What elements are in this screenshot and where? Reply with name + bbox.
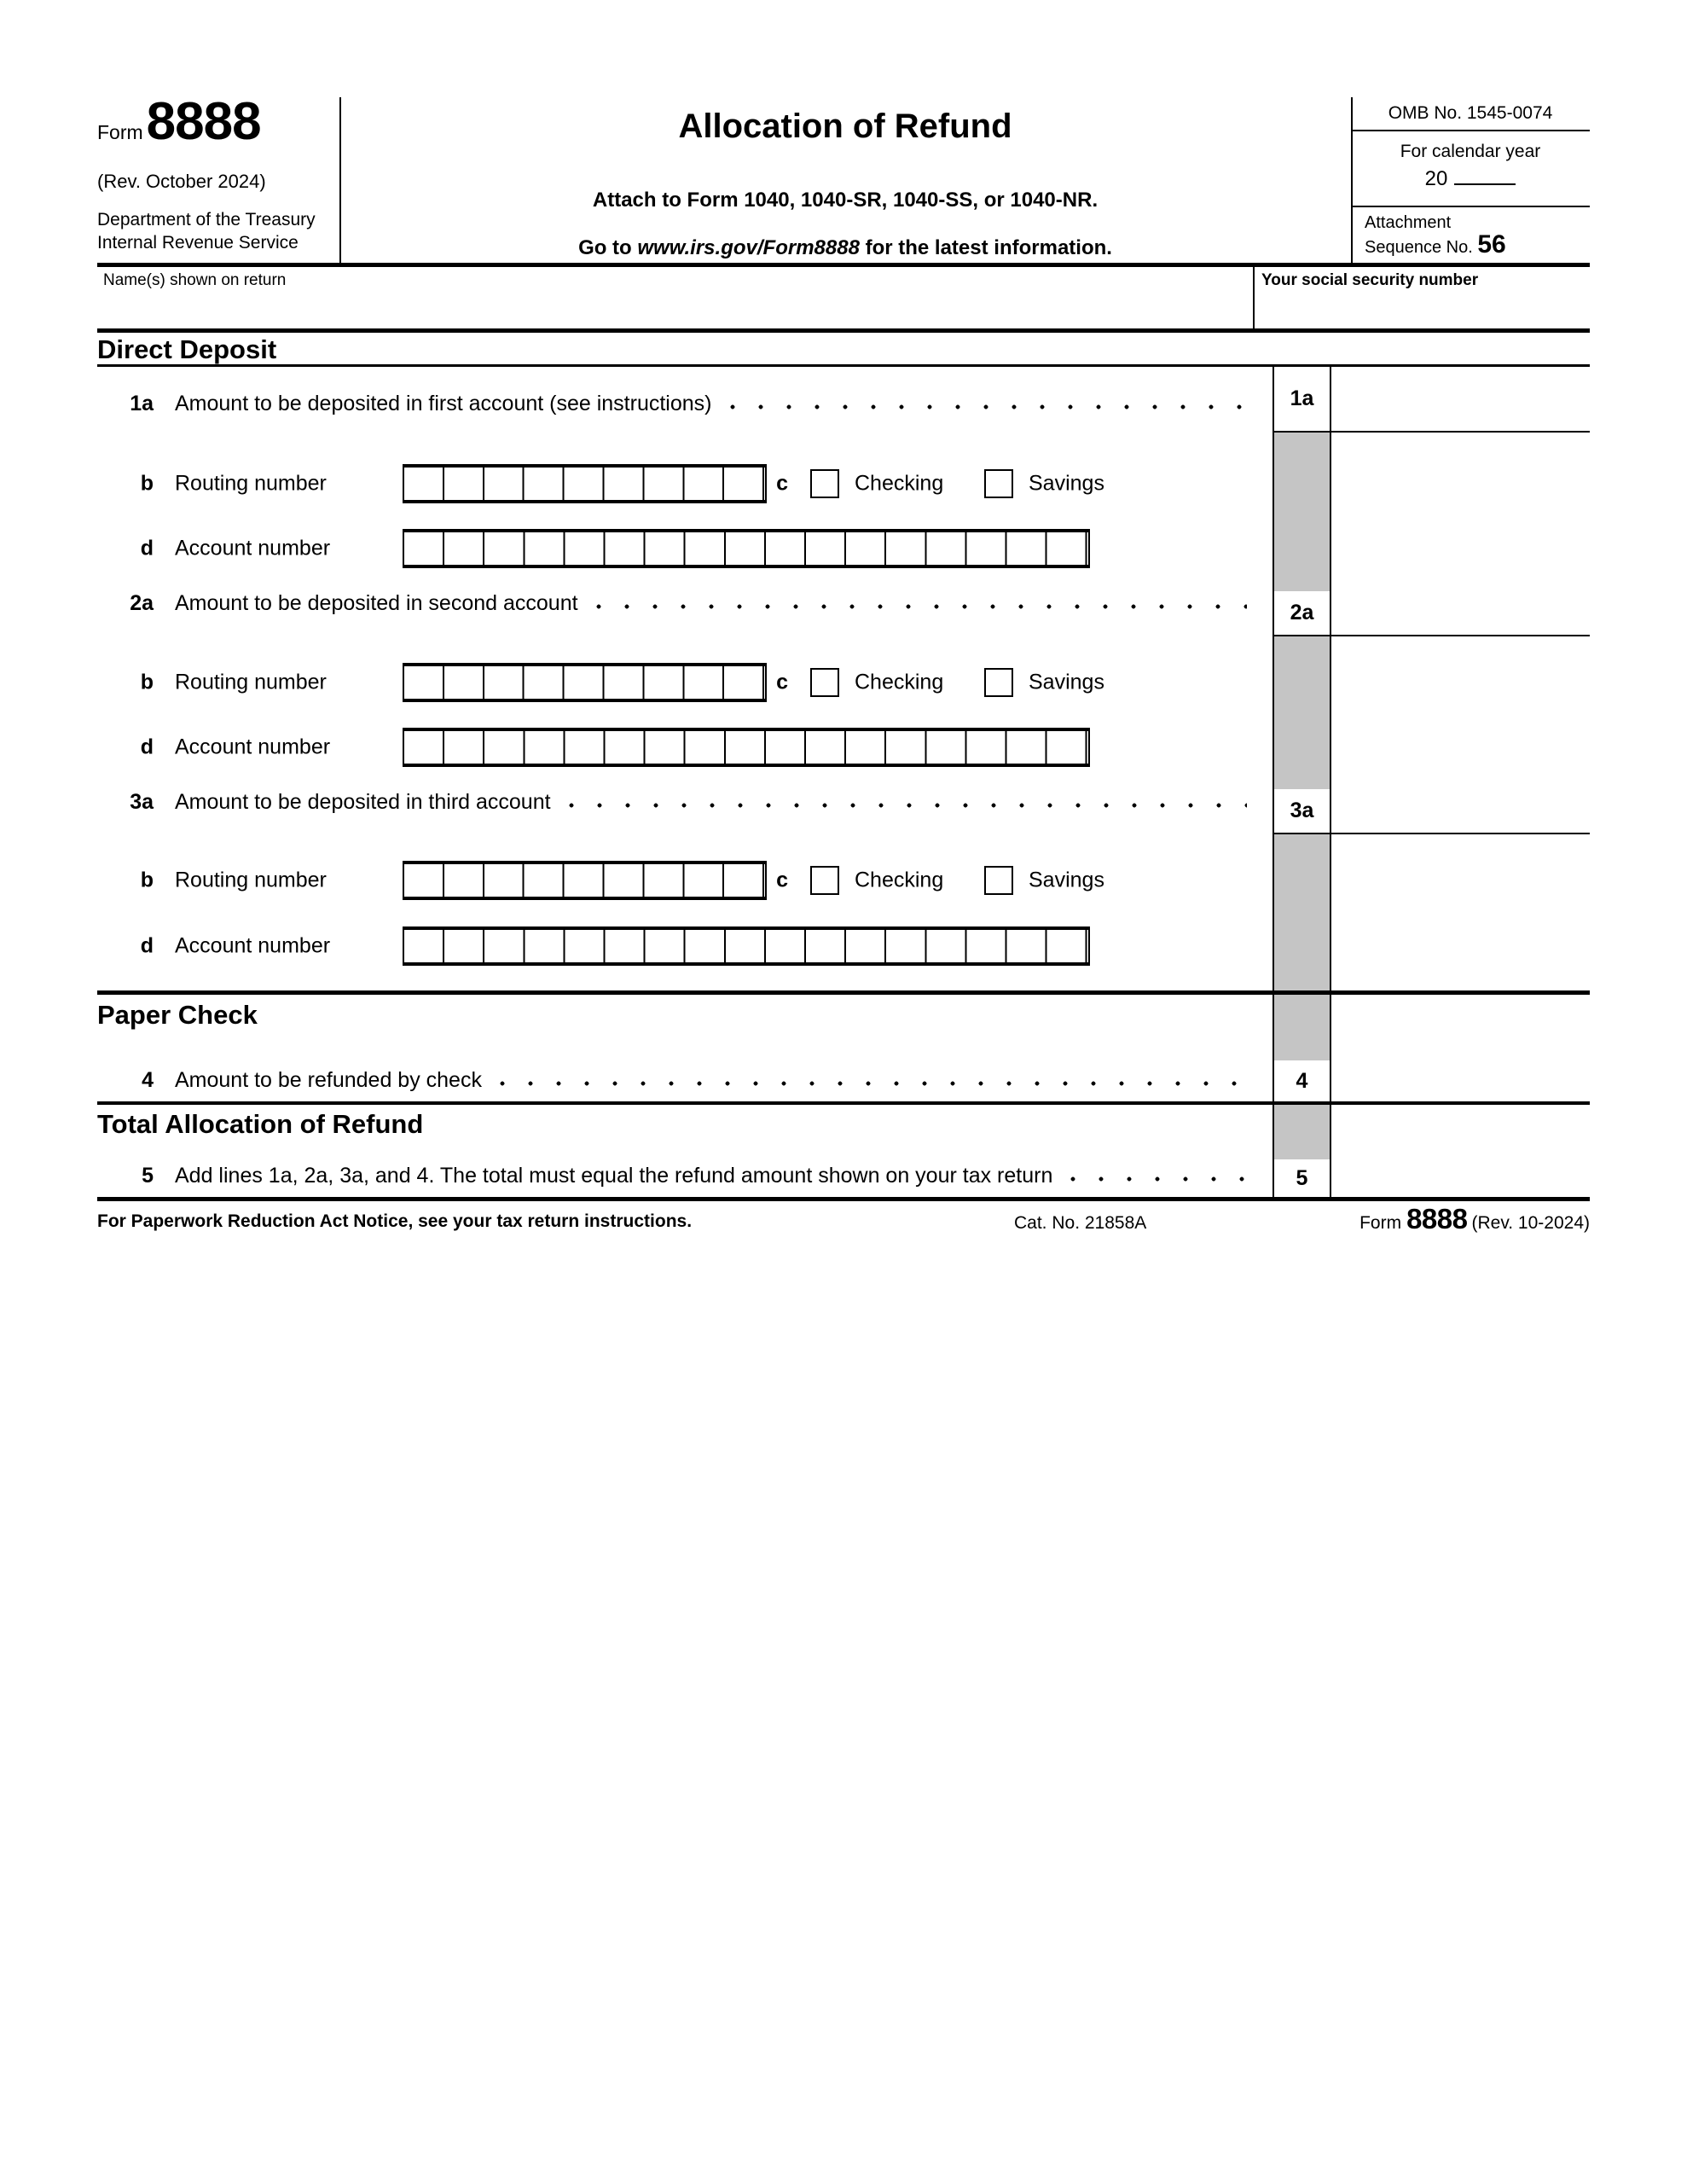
footer-form-number: 8888	[1406, 1203, 1468, 1234]
dot-leader	[565, 789, 1247, 815]
line-1b-label: Routing number	[175, 471, 327, 496]
amount-2a-input[interactable]	[1333, 591, 1589, 633]
checking-checkbox-3[interactable]	[810, 866, 839, 895]
line-1d-label: Account number	[175, 536, 331, 561]
line-1b-number: b	[140, 471, 154, 496]
ssn-input[interactable]	[1257, 294, 1588, 327]
line-3a-number: 3a	[130, 790, 154, 814]
sequence-no-label: Sequence No.	[1365, 238, 1478, 257]
account-number-boxes-1[interactable]	[403, 529, 1090, 568]
line-5-box-label: 5	[1274, 1159, 1330, 1197]
form-number: 8888	[146, 92, 261, 151]
sequence-number: 56	[1477, 230, 1506, 258]
shaded-column-segment	[1274, 635, 1330, 789]
amount-1a-input[interactable]	[1333, 367, 1589, 429]
dot-leader	[592, 590, 1247, 616]
page-title: Allocation of Refund	[678, 107, 1012, 145]
line-3b-label: Routing number	[175, 868, 327, 892]
line-4-number: 4	[142, 1068, 154, 1092]
line-1a-box-label: 1a	[1274, 367, 1330, 431]
line-2b-number: b	[140, 670, 154, 694]
line-1c-number: c	[776, 471, 788, 496]
calendar-year-entry	[1351, 167, 1590, 191]
section-total-allocation: Total Allocation of Refund	[97, 1109, 424, 1139]
line-2d-number: d	[140, 735, 154, 759]
amount-3a-input[interactable]	[1333, 789, 1589, 831]
line-3a-box-label: 3a	[1274, 789, 1330, 833]
agency-line2: Internal Revenue Service	[97, 233, 299, 253]
attachment-sequence-box	[1351, 207, 1590, 263]
amount-column-right-line	[1330, 364, 1331, 1199]
name-input[interactable]	[101, 294, 1248, 327]
account-number-boxes-2[interactable]	[403, 728, 1090, 767]
line-1d-row	[97, 529, 1250, 568]
footer-form-id	[1359, 1203, 1590, 1235]
agency-name	[97, 208, 316, 254]
line-3d-row	[97, 926, 1250, 966]
line-1a-row	[97, 391, 1250, 416]
footer-revision: (Rev. 10-2024)	[1471, 1213, 1590, 1233]
line-2d-label: Account number	[175, 735, 331, 759]
shaded-column-segment	[1274, 431, 1330, 591]
sequence-label	[1365, 230, 1590, 258]
routing-number-boxes-2[interactable]	[403, 663, 767, 702]
amount-4-input[interactable]	[1333, 1060, 1589, 1100]
checking-checkbox-1[interactable]	[810, 469, 839, 498]
savings-checkbox-2[interactable]	[984, 668, 1013, 697]
header-bottom-rule	[97, 263, 1590, 267]
line-1a-number: 1a	[130, 392, 154, 415]
savings-checkbox-3[interactable]	[984, 866, 1013, 895]
routing-number-boxes-1[interactable]	[403, 464, 767, 503]
savings-label-1: Savings	[1029, 471, 1104, 496]
savings-checkbox-1[interactable]	[984, 469, 1013, 498]
paperwork-notice: For Paperwork Reduction Act Notice, see your tax return instructions.	[97, 1211, 693, 1231]
savings-label-3: Savings	[1029, 868, 1104, 892]
calendar-year-blank-input[interactable]	[1454, 168, 1516, 185]
ssn-field-label: Your social security number	[1261, 271, 1479, 289]
line-3c-number: c	[776, 868, 788, 892]
line-1d-number: d	[140, 536, 154, 561]
section-paper-check: Paper Check	[97, 1000, 258, 1030]
line-2b-row	[97, 663, 1250, 702]
form-url-link[interactable]: www.irs.gov/Form8888	[637, 236, 860, 259]
calendar-year-label: For calendar year	[1400, 142, 1541, 161]
shaded-column-segment	[1274, 1105, 1330, 1159]
checking-label-1: Checking	[855, 471, 944, 496]
line-4-text: Amount to be refunded by check	[175, 1068, 482, 1092]
form-identifier	[97, 92, 261, 151]
form-revision: (Rev. October 2024)	[97, 171, 266, 192]
dot-leader	[726, 391, 1248, 416]
line-2a-box-label: 2a	[1274, 591, 1330, 635]
line-3b-row	[97, 861, 1250, 900]
line-2c-number: c	[776, 670, 788, 694]
name-ssn-divider	[1253, 267, 1255, 328]
catalog-number: Cat. No. 21858A	[1014, 1213, 1147, 1233]
line-2a-row	[97, 590, 1250, 616]
goto-suffix: for the latest information.	[859, 236, 1112, 259]
agency-line1: Department of the Treasury	[97, 210, 316, 229]
line-2a-number: 2a	[130, 591, 154, 615]
line-1b-row	[97, 464, 1250, 503]
form-word: Form	[97, 121, 143, 143]
amount-1a-underline	[1272, 431, 1590, 433]
line-2a-text: Amount to be deposited in second account	[175, 591, 578, 615]
line-3a-text: Amount to be deposited in third account	[175, 790, 551, 814]
line-3d-number: d	[140, 933, 154, 958]
line-5-text: Add lines 1a, 2a, 3a, and 4. The total must equal the refund amount shown on your tax return	[175, 1164, 1053, 1188]
amount-5-input[interactable]	[1333, 1158, 1589, 1195]
line-4-row	[97, 1067, 1250, 1093]
checking-label-2: Checking	[855, 670, 944, 694]
name-field-label: Name(s) shown on return	[103, 271, 287, 289]
line-1a-text: Amount to be deposited in first account (see instructions)	[175, 392, 712, 415]
dot-leader	[1066, 1163, 1247, 1188]
goto-instruction	[339, 236, 1351, 260]
calendar-year-prefix: 20	[1424, 167, 1448, 190]
line-3b-number: b	[140, 868, 154, 892]
line-3a-row	[97, 789, 1250, 815]
total-allocation-top-rule	[97, 1101, 1590, 1105]
account-number-boxes-3[interactable]	[403, 926, 1090, 966]
form-bottom-rule	[97, 1197, 1590, 1201]
paper-check-top-rule	[97, 990, 1590, 995]
goto-prefix: Go to	[578, 236, 638, 259]
dot-leader	[496, 1067, 1247, 1093]
line-3d-label: Account number	[175, 933, 331, 958]
omb-number: OMB No. 1545-0074	[1351, 97, 1590, 131]
savings-label-2: Savings	[1029, 670, 1104, 694]
attachment-label: Attachment	[1365, 213, 1452, 232]
attach-instruction: Attach to Form 1040, 1040-SR, 1040-SS, or 1040-NR.	[592, 189, 1099, 212]
amount-2a-underline	[1272, 635, 1590, 636]
line-4-box-label: 4	[1274, 1060, 1330, 1101]
line-2b-label: Routing number	[175, 670, 327, 694]
calendar-year-box	[1351, 131, 1590, 207]
line-2d-row	[97, 728, 1250, 767]
line-5-row	[97, 1163, 1250, 1188]
name-row-bottom-rule	[97, 328, 1590, 333]
checking-checkbox-2[interactable]	[810, 668, 839, 697]
line-5-number: 5	[142, 1164, 154, 1188]
routing-number-boxes-3[interactable]	[403, 861, 767, 900]
footer-form-word: Form	[1359, 1213, 1402, 1233]
checking-label-3: Checking	[855, 868, 944, 892]
section-direct-deposit: Direct Deposit	[97, 334, 277, 364]
shaded-column-segment	[1274, 833, 1330, 1060]
amount-3a-underline	[1272, 833, 1590, 834]
